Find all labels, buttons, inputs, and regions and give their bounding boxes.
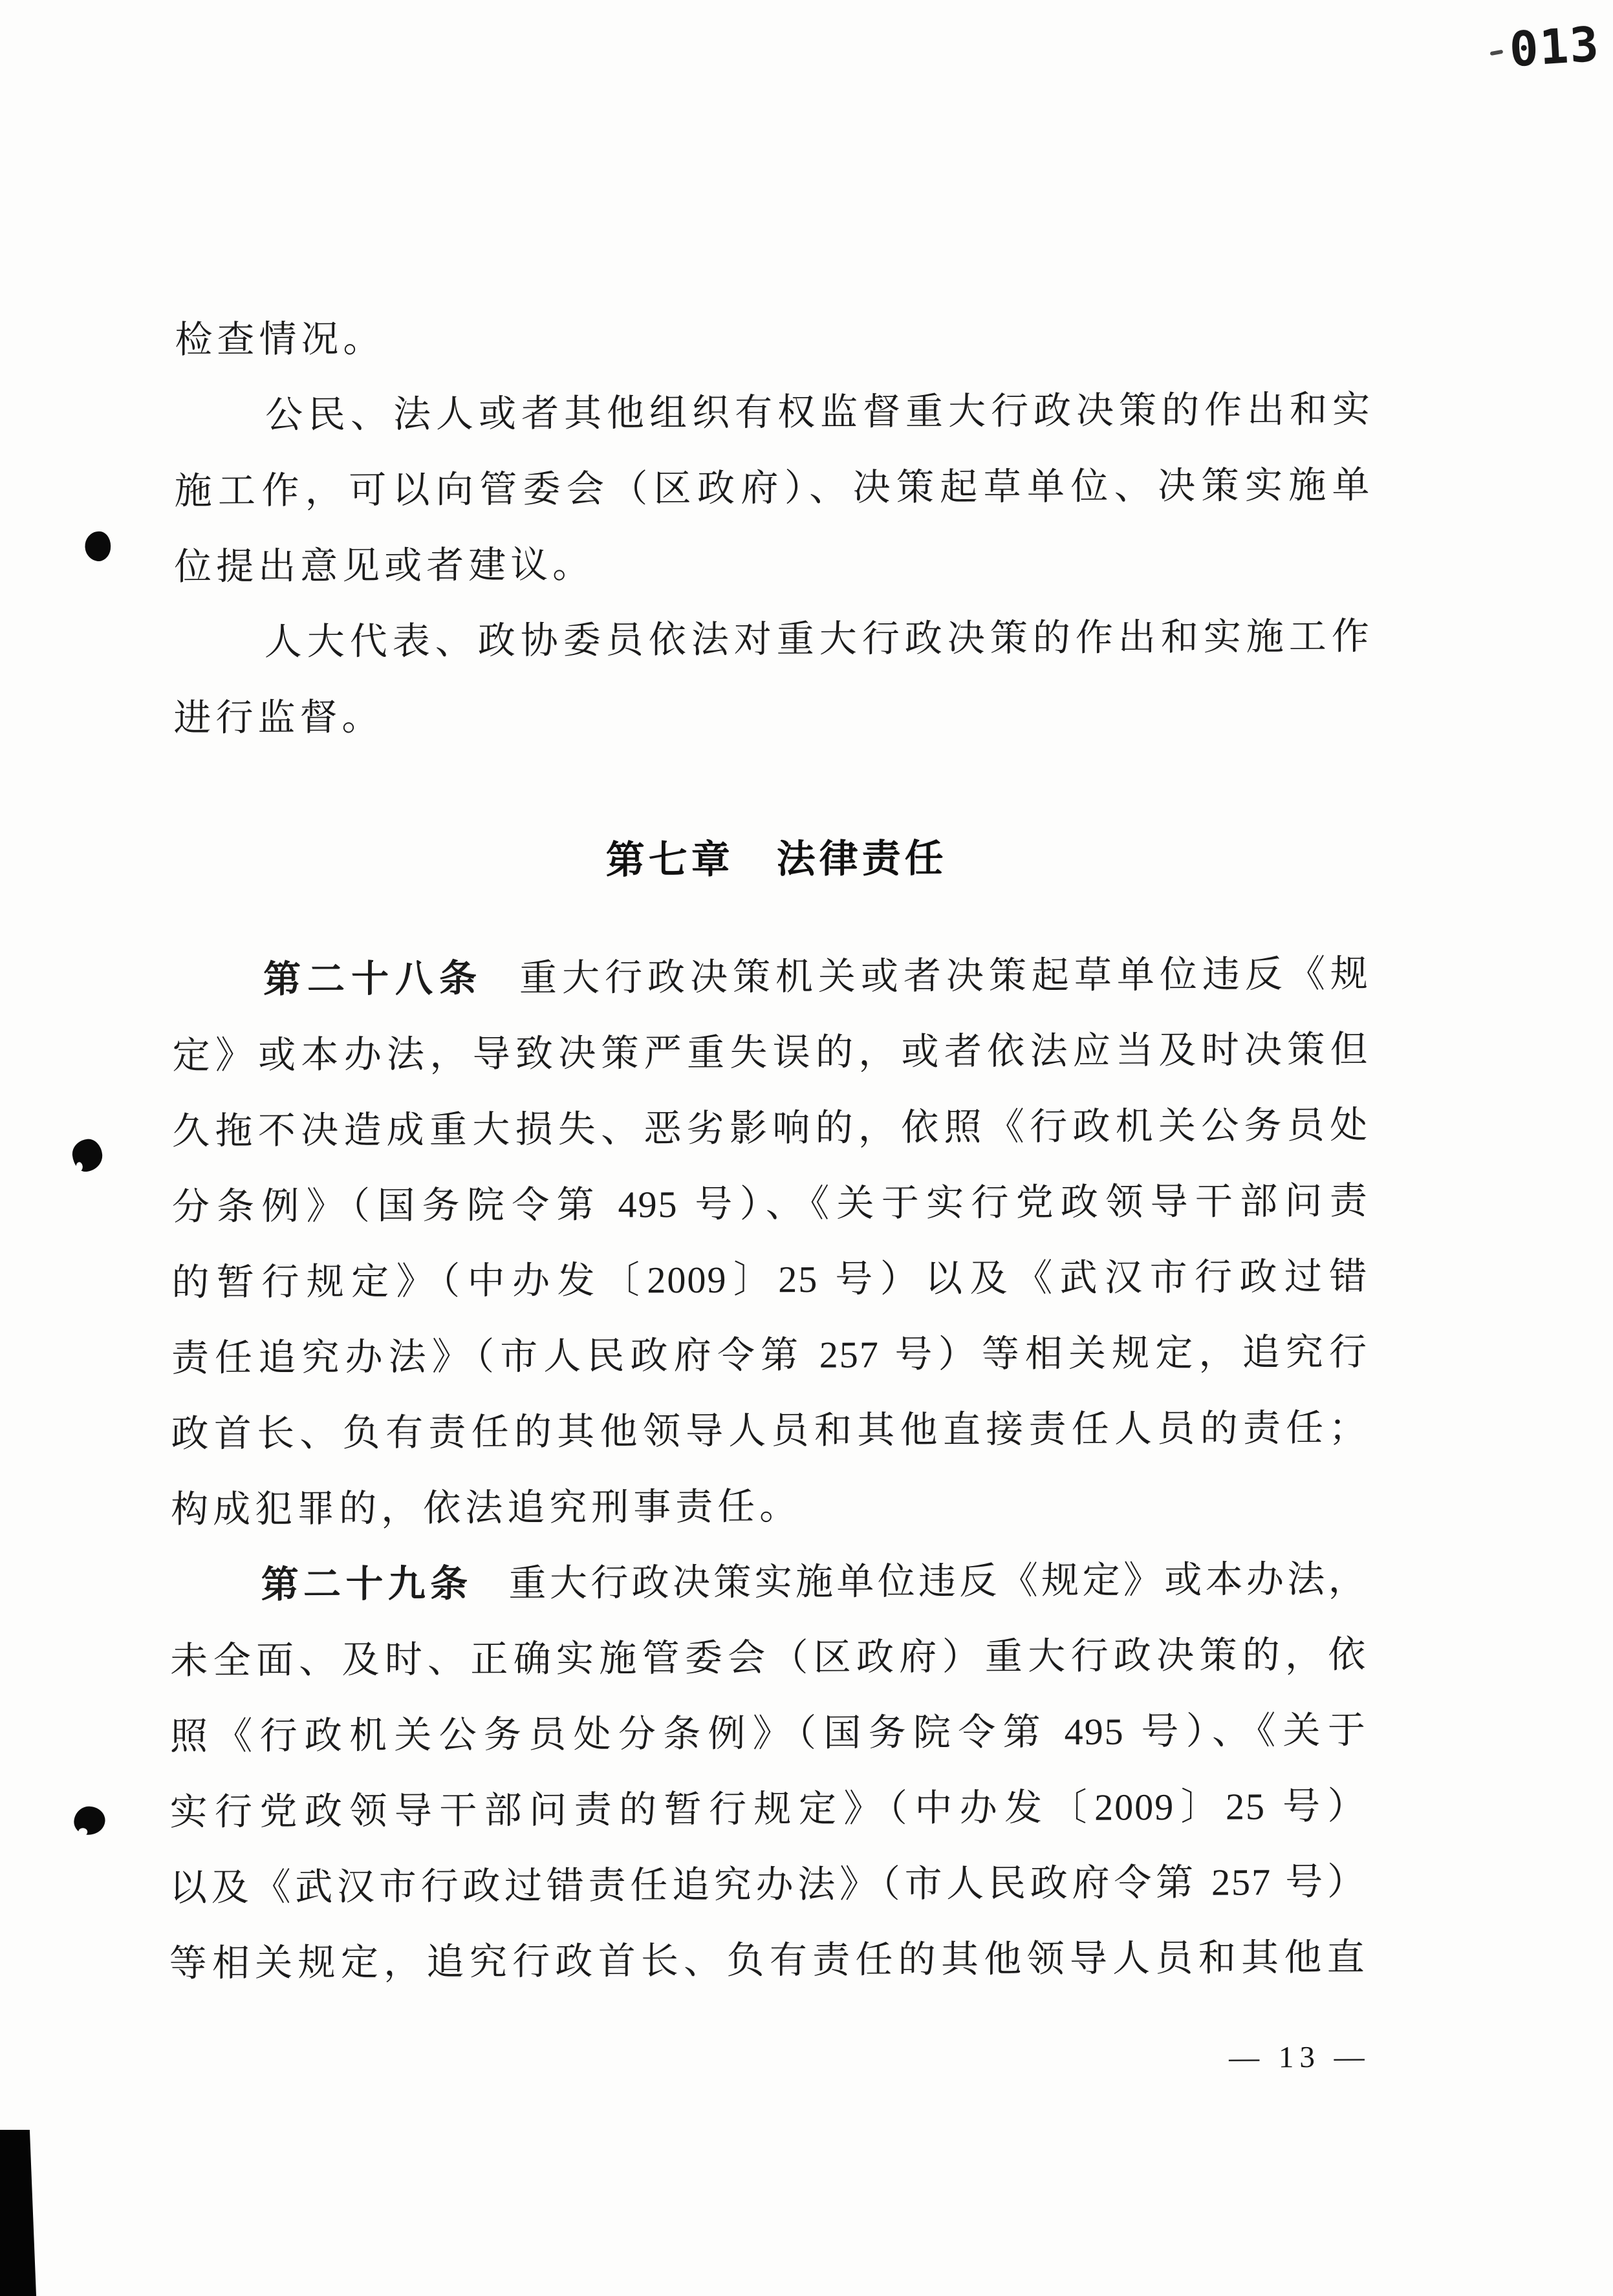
ink-blot (73, 1805, 106, 1836)
ink-blot (71, 1137, 104, 1173)
text-line: 进行监督。 (173, 696, 384, 740)
text-line: 公民、法人或者其他组织有权监督重大行政决策的作出和实 (265, 388, 1372, 436)
body-text-block (173, 295, 1371, 756)
text-line: 第二十八条 重大行政决策机关或者决策起草单位违反《规 (263, 952, 1370, 1001)
article-number: 第二十八条 (263, 957, 484, 1001)
text-line: 实行党政领导干部问责的暂行规定》（中办发〔2009〕25 号） (169, 1785, 1367, 1834)
text-line: 位提出意见或者建议。 (174, 543, 595, 588)
text-line: 未全面、及时、正确实施管委会（区政府）重大行政决策的，依 (170, 1633, 1367, 1682)
text-line: 分条例》（国务院令第 495 号）、《关于实行党政领导干部问责 (171, 1179, 1369, 1228)
text-line: 照《行政机关公务员处分条例》（国务院令第 495 号）、《关于 (169, 1709, 1367, 1758)
ink-blot (83, 530, 113, 563)
text-line: 检查情况。 (175, 317, 385, 361)
text-line: 的暂行规定》（中办发〔2009〕25 号）以及《武汉市行政过错 (171, 1255, 1369, 1304)
page-number: — 13 — (1229, 2040, 1370, 2075)
text-line: 第二十九条 重大行政决策实施单位违反《规定》或本办法， (261, 1558, 1367, 1606)
text-line: 久拖不决造成重大损失、恶劣影响的，依照《行政机关公务员处 (172, 1104, 1369, 1153)
chapter-heading: 第七章 法律责任 (605, 836, 947, 882)
text-line: 施工作，可以向管委会（区政府）、决策起草单位、决策实施单 (174, 464, 1371, 513)
stamp-dash-mark (1490, 50, 1504, 56)
text-line: 人大代表、政协委员依法对重大行政决策的作出和实施工作 (264, 615, 1370, 663)
article-number: 第二十九条 (261, 1562, 473, 1606)
page-stamp: 013 (1508, 16, 1602, 78)
text-line: 责任追究办法》（市人民政府令第 257 号）等相关规定，追究行 (171, 1331, 1369, 1380)
text-line: 政首长、负有责任的其他领导人员和其他直接责任人员的责任； (171, 1406, 1368, 1455)
text-line: 构成犯罪的，依法追究刑事责任。 (171, 1485, 802, 1531)
text-line: 定》或本办法，导致决策严重失误的，或者依法应当及时决策但 (172, 1028, 1369, 1077)
articles-text-block (169, 936, 1370, 2001)
text-line: 以及《武汉市行政过错责任追究办法》（市人民政府令第 257 号） (169, 1860, 1367, 1909)
text-line: 等相关规定，追究行政首长、负有责任的其他领导人员和其他直 (169, 1936, 1366, 1985)
